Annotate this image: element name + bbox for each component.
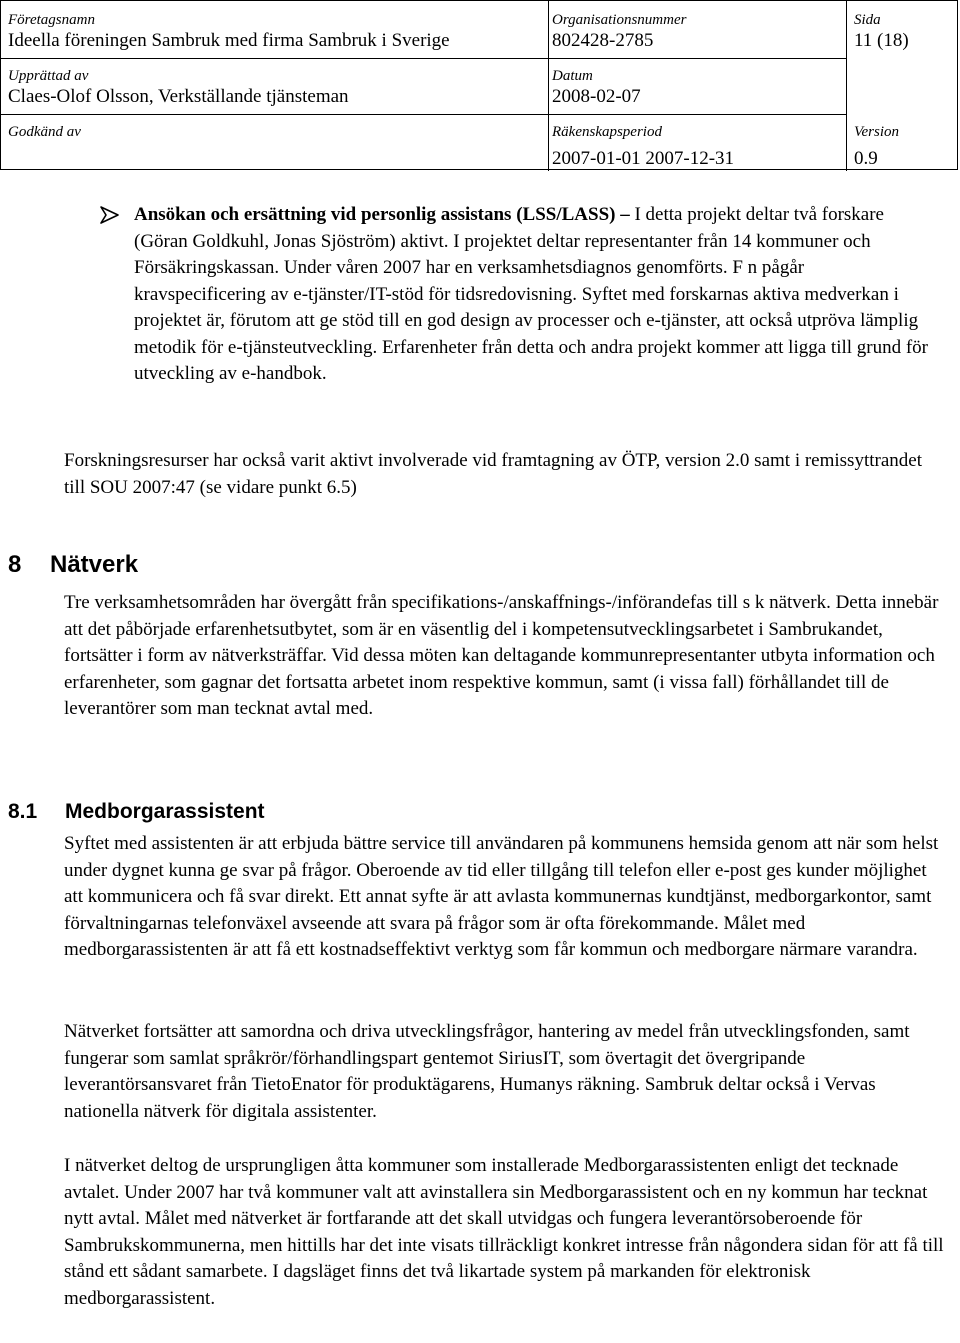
company-label: Företagsnamn: [8, 12, 95, 28]
orgnr-cell: [552, 11, 686, 53]
resources-paragraph: Forskningsresurser har också varit aktivt involverade vid framtagning av ÖTP, version 2.0 samt i remissyttrandet till SOU 2007:47 (se vidare punkt 6.5): [64, 450, 922, 498]
header-divider: [548, 1, 549, 171]
date-value: 2008-02-07: [552, 86, 641, 107]
company-value: Ideella föreningen Sambruk med firma Sambruk i Sverige: [8, 30, 450, 51]
created-value: Claes-Olof Olsson, Verkställande tjänsteman: [8, 86, 349, 107]
bullet-title: Ansökan och ersättning vid personlig assistans (LSS/LASS): [134, 204, 616, 225]
page-cell: [854, 11, 909, 53]
approved-label: Godkänd av: [8, 124, 81, 140]
approved-cell: [8, 123, 81, 141]
bullet-dash: –: [615, 204, 635, 225]
orgnr-value: 802428-2785: [552, 30, 654, 51]
header-divider: [1, 114, 846, 115]
version-value: 0.9: [854, 148, 878, 169]
section-8-1-paragraph-3: I nätverket deltog de ursprungligen åtta kommuner som installerade Medborgarassistenten enligt det tecknade avtalet. Under 2007 har två kommuner valt att avinstallera sin Medborgarassistent och en ny kommun har tecknat nytt avtal. Målet med nätverket är fortfarande att det skall utvidgas och fungera leverantörsoberoende för Sambrukskommunerna, men hittills har det inte visats tillräckligt konkret intresse från någondera sidan för att få till stånd ett sådant samarbete. I dagsläget finns det två likartade system på markanden för elektronisk medborgarassistent.: [64, 1155, 944, 1309]
section-8-1-paragraph-1: Syftet med assistenten är att erbjuda bättre service till användaren på kommunens hemsida genom att när som helst under dygnet kunna ge svar på frågor. Oberoende av tid eller tillgång till telefon eller e-post ges kunder möjlighet att kommunicera och få svar direkt. Ett annat syfte är att avlasta kommunernas kundtjänst, medborgarkontor, samt förvaltningarnas telefonväxel avseende att svara på frågor som är ofta förekommande. Målet med medborgarassistenten är att få ett kostnadseffektivt verktyg som får kommun och medborgare närmare varandra.: [64, 833, 939, 960]
section-8-1-heading: [8, 800, 265, 824]
period-value: 2007-01-01 2007-12-31: [552, 148, 735, 169]
document-header: [0, 0, 958, 170]
header-divider: [1, 58, 846, 59]
bullet-text: I detta projekt deltar två forskare (Göran Goldkuhl, Jonas Sjöström) aktivt. I projektet deltar representanter från 14 kommuner och Försäkringskassan. Under våren 2007 har en verksamhetsdiagnos genomförts. F n pågår kravspecificering av e-tjänster/IT-stöd för tidsredovisning. Syftet med forskarnas aktiva medverkan i projektet är, förutom att ge stöd till en god design av processer och e-tjänster, att också utpröva lämplig metodik för e-tjänsteutveckling. Erfarenheter från detta och andra projekt kommer att ligga till grund för utveckling av e-handbok.: [134, 204, 929, 384]
header-divider: [846, 1, 847, 171]
period-label: Räkenskapsperiod: [552, 124, 662, 140]
created-label: Upprättad av: [8, 68, 89, 84]
version-cell: [854, 123, 899, 171]
arrow-bullet-icon: [98, 203, 122, 227]
section-8-number: 8: [8, 551, 22, 578]
orgnr-label: Organisationsnummer: [552, 12, 687, 28]
created-cell: [8, 67, 349, 109]
period-cell: [552, 123, 734, 171]
section-8-body: Tre verksamhetsområden har övergått från specifikations-/anskaffnings-/införandefas till s k nätverk. Detta innebär att det påbörjade erfarenhetsutbytet, som är en väsentlig del i kompetensutvecklingsarbetet i Sambrukandet, fortsätter i form av nätverksträffar. Vid dessa möten kan deltagande kommunrepresentanter utbyta information och erfarenheter, som gagnar det fortsatta arbetet inom respektive kommun, samt (i vissa fall) förhållandet till de leverantörer som man tecknat avtal med.: [64, 592, 939, 719]
section-8-1-paragraph-2: Nätverket fortsätter att samordna och driva utvecklingsfrågor, hantering av medel från utvecklingsfonden, samt fungerar som samlat språkrör/förhandlingspart gentemot SiriusIT, som övertagit det övergripande leverantörsansvaret från TietoEnator för produktägarens, Humanys räkning. Sambruk deltar också i Vervas nationella nätverk för digitala assistenter.: [64, 1021, 910, 1122]
version-label: Version: [854, 124, 899, 140]
page-label: Sida: [854, 12, 881, 28]
page-value: 11 (18): [854, 30, 909, 51]
bullet-paragraph: [134, 202, 934, 388]
section-8-1-title: Medborgarassistent: [65, 800, 265, 823]
section-8-title: Nätverk: [50, 551, 139, 578]
date-cell: [552, 67, 641, 109]
section-8-heading: [8, 551, 138, 579]
date-label: Datum: [552, 68, 593, 84]
section-8-1-number: 8.1: [8, 800, 38, 823]
company-cell: [8, 11, 450, 53]
